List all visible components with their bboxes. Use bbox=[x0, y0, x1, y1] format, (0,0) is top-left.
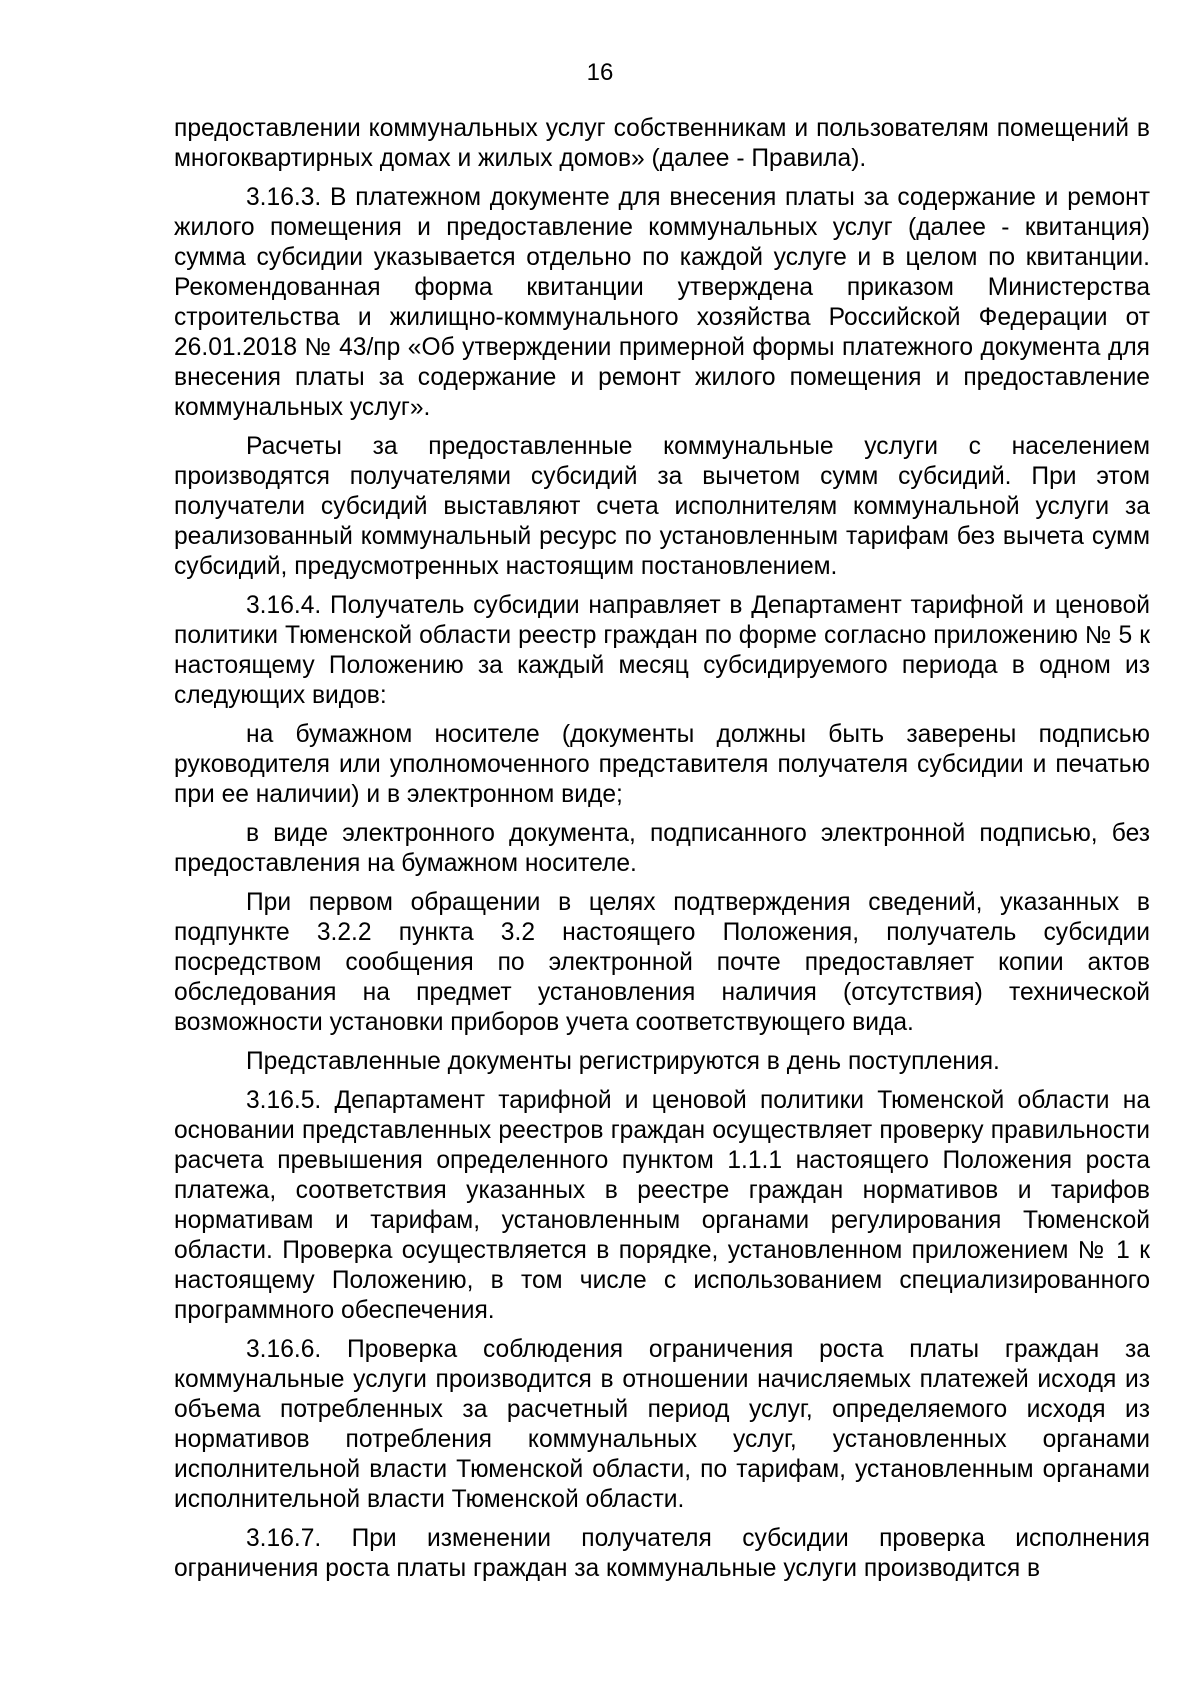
paragraph-settlements: Расчеты за предоставленные коммунальные услуги с населением производятся получателями субсидий за вычетом сумм субсидий. При этом получатели субсидий выставляют счета исполнителям коммунальной услуги за реализованный коммунальный ресурс по установленным тарифам без вычета сумм субсидий, предусмотренных настоящим постановлением. bbox=[174, 433, 1150, 580]
paragraph-rules-reference: предоставлении коммунальных услуг собственникам и пользователям помещений в многоквартирных домах и жилых домов» (далее - Правила). bbox=[174, 115, 1150, 172]
paragraph-electronic-form: в виде электронного документа, подписанного электронной подписью, без предоставления на бумажном носителе. bbox=[174, 820, 1150, 877]
paragraph-first-request: При первом обращении в целях подтверждения сведений, указанных в подпункте 3.2.2 пункта 3.2 настоящего Положения, получатель субсидии посредством сообщения по электронной почте предоставляет копии актов обследования на предмет установления наличия (отсутствия) технической возможности установки приборов учета соответствующего вида. bbox=[174, 889, 1150, 1036]
page-number: 16 bbox=[586, 59, 614, 86]
paragraph-3-16-7: 3.16.7. При изменении получателя субсидии проверка исполнения ограничения роста платы граждан за коммунальные услуги производится в bbox=[174, 1525, 1150, 1582]
paragraph-3-16-6: 3.16.6. Проверка соблюдения ограничения роста платы граждан за коммунальные услуги производится в отношении начисляемых платежей исходя из объема потребленных за расчетный период услуг, определяемого исходя из нормативов потребления коммунальных услуг, установленных органами исполнительной власти Тюменской области, по тарифам, установленным органами исполнительной власти Тюменской области. bbox=[174, 1336, 1150, 1513]
paragraph-paper-form: на бумажном носителе (документы должны быть заверены подписью руководителя или уполномоченного представителя получателя субсидии и печатью при ее наличии) и в электронном виде; bbox=[174, 721, 1150, 808]
paragraph-3-16-5: 3.16.5. Департамент тарифной и ценовой политики Тюменской области на основании представленных реестров граждан осуществляет проверку правильности расчета превышения определенного пунктом 1.1.1 настоящего Положения роста платежа, соответствия указанных в реестре граждан нормативов и тарифов нормативам и тарифам, установленным органами регулирования Тюменской области. Проверка осуществляется в порядке, установленном приложением № 1 к настоящему Положению, в том числе с использованием специализированного программного обеспечения. bbox=[174, 1087, 1150, 1324]
paragraph-3-16-3: 3.16.3. В платежном документе для внесения платы за содержание и ремонт жилого помещения и предоставление коммунальных услуг (далее - квитанция) сумма субсидии указывается отдельно по каждой услуге и в целом по квитанции. Рекомендованная форма квитанции утверждена приказом Министерства строительства и жилищно-коммунального хозяйства Российской Федерации от 26.01.2018 № 43/пр «Об утверждении примерной формы платежного документа для внесения платы за содержание и ремонт жилого помещения и предоставление коммунальных услуг». bbox=[174, 184, 1150, 421]
paragraph-3-16-4: 3.16.4. Получатель субсидии направляет в Департамент тарифной и ценовой политики Тюменской области реестр граждан по форме согласно приложению № 5 к настоящему Положению за каждый месяц субсидируемого периода в одном из следующих видов: bbox=[174, 592, 1150, 709]
document-body bbox=[174, 114, 1150, 1593]
paragraph-registration: Представленные документы регистрируются в день поступления. bbox=[246, 1048, 1000, 1075]
